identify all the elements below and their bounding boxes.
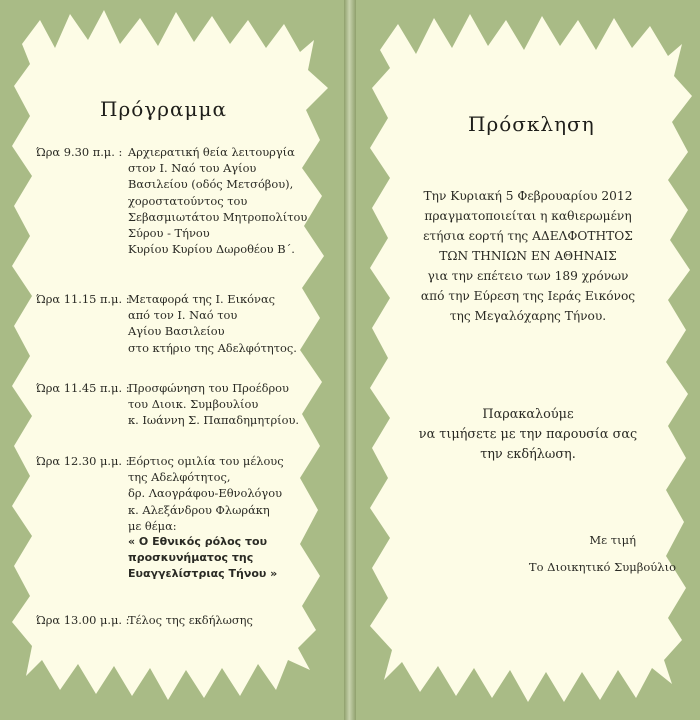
schedule-line: του Διοικ. Συμβουλίου — [128, 397, 259, 412]
schedule-time: Ώρα 11.45 π.μ. : — [36, 381, 130, 395]
schedule-description — [128, 380, 338, 429]
lecture-topic-line: Ευαγγελίστριας Τήνου » — [128, 567, 278, 581]
schedule-line: Προσφώνηση του Προέδρου — [128, 381, 289, 395]
schedule-description — [128, 612, 338, 628]
invitation-line: Την Κυριακή 5 Φεβρουαρίου 2012 — [423, 189, 633, 203]
invitation-page — [356, 0, 700, 720]
schedule-time: Ώρα 13.00 μ.μ. : — [36, 613, 130, 627]
card-fold — [344, 0, 356, 720]
schedule-line: Μεταφορά της Ι. Εικόνας — [128, 292, 276, 306]
request-line: την εκδήλωση. — [480, 447, 576, 462]
schedule-line: με θέμα: — [128, 518, 177, 533]
schedule-line: Αρχιερατική θεία λειτουργία — [128, 145, 295, 159]
signoff-line: Το Διοικητικό Συμβούλιο — [528, 560, 676, 574]
invitation-title: Πρόσκληση — [468, 112, 595, 136]
schedule-line: Σεβασμιωτάτου Μητροπολίτου — [128, 209, 308, 224]
schedule-line: Αγίου Βασιλείου — [128, 324, 225, 339]
schedule-line: στον Ι. Ναό του Αγίου — [128, 161, 257, 176]
schedule-line: Βασιλείου (οδός Μετσόβου), — [128, 177, 294, 192]
invitation-line: ΤΩΝ ΤΗΝΙΩΝ ΕΝ ΑΘΗΝΑΙΣ — [439, 249, 617, 263]
schedule-line: Κυρίου Κυρίου Δωροθέου Β΄. — [128, 242, 295, 257]
invitation-line: ετήσια εορτή της ΑΔΕΛΦΟΤΗΤΟΣ — [423, 229, 633, 243]
schedule-line: της Αδελφότητος, — [128, 470, 231, 485]
schedule-description — [128, 291, 338, 356]
schedule-time: Ώρα 9.30 π.μ. : — [36, 145, 123, 159]
lecture-topic-line: « Ο Εθνικός ρόλος του — [128, 535, 267, 549]
request-line: Παρακαλούμε — [482, 407, 574, 422]
program-title: Πρόγραμμα — [100, 97, 227, 121]
signoff — [356, 527, 676, 581]
schedule-line: από τον Ι. Ναό του — [128, 308, 238, 323]
schedule-line: κ. Ιωάννη Σ. Παπαδημητρίου. — [128, 413, 300, 428]
schedule-line: Σύρου - Τήνου — [128, 226, 210, 241]
schedule-line: δρ. Λαογράφου-Εθνολόγου — [128, 486, 282, 501]
invitation-body — [356, 186, 700, 326]
schedule-line: Τέλος της εκδήλωσης — [128, 613, 253, 627]
invitation-line: από την Εύρεση της Ιεράς Εικόνος — [420, 289, 636, 303]
signoff-line: Με τιμή — [589, 533, 636, 547]
schedule-line: κ. Αλεξάνδρου Φλωράκη — [128, 502, 270, 517]
program-page — [0, 0, 344, 720]
program-content — [0, 0, 344, 720]
invitation-line: πραγματοποιείται η καθιερωμένη — [424, 209, 632, 223]
invitation-line: της Μεγαλόχαρης Τήνου. — [449, 309, 607, 323]
request-line: να τιμήσετε με την παρουσία σας — [418, 427, 638, 442]
schedule-line: Εόρτιος ομιλία του μέλους — [128, 454, 284, 468]
schedule-description — [128, 453, 338, 583]
invitation-line: για την επέτειο των 189 χρόνων — [427, 269, 629, 283]
attendance-request — [356, 405, 700, 465]
lecture-topic-line: προσκυνήματος της — [128, 551, 254, 565]
schedule-time: Ώρα 12.30 μ.μ. : — [36, 454, 130, 468]
schedule-line: στο κτήριο της Αδελφότητος. — [128, 340, 297, 355]
schedule-line: χοροστατούντος του — [128, 193, 248, 208]
schedule-time: Ώρα 11.15 π.μ. : — [36, 292, 130, 306]
schedule-description — [128, 144, 338, 257]
invitation-content — [356, 0, 700, 720]
